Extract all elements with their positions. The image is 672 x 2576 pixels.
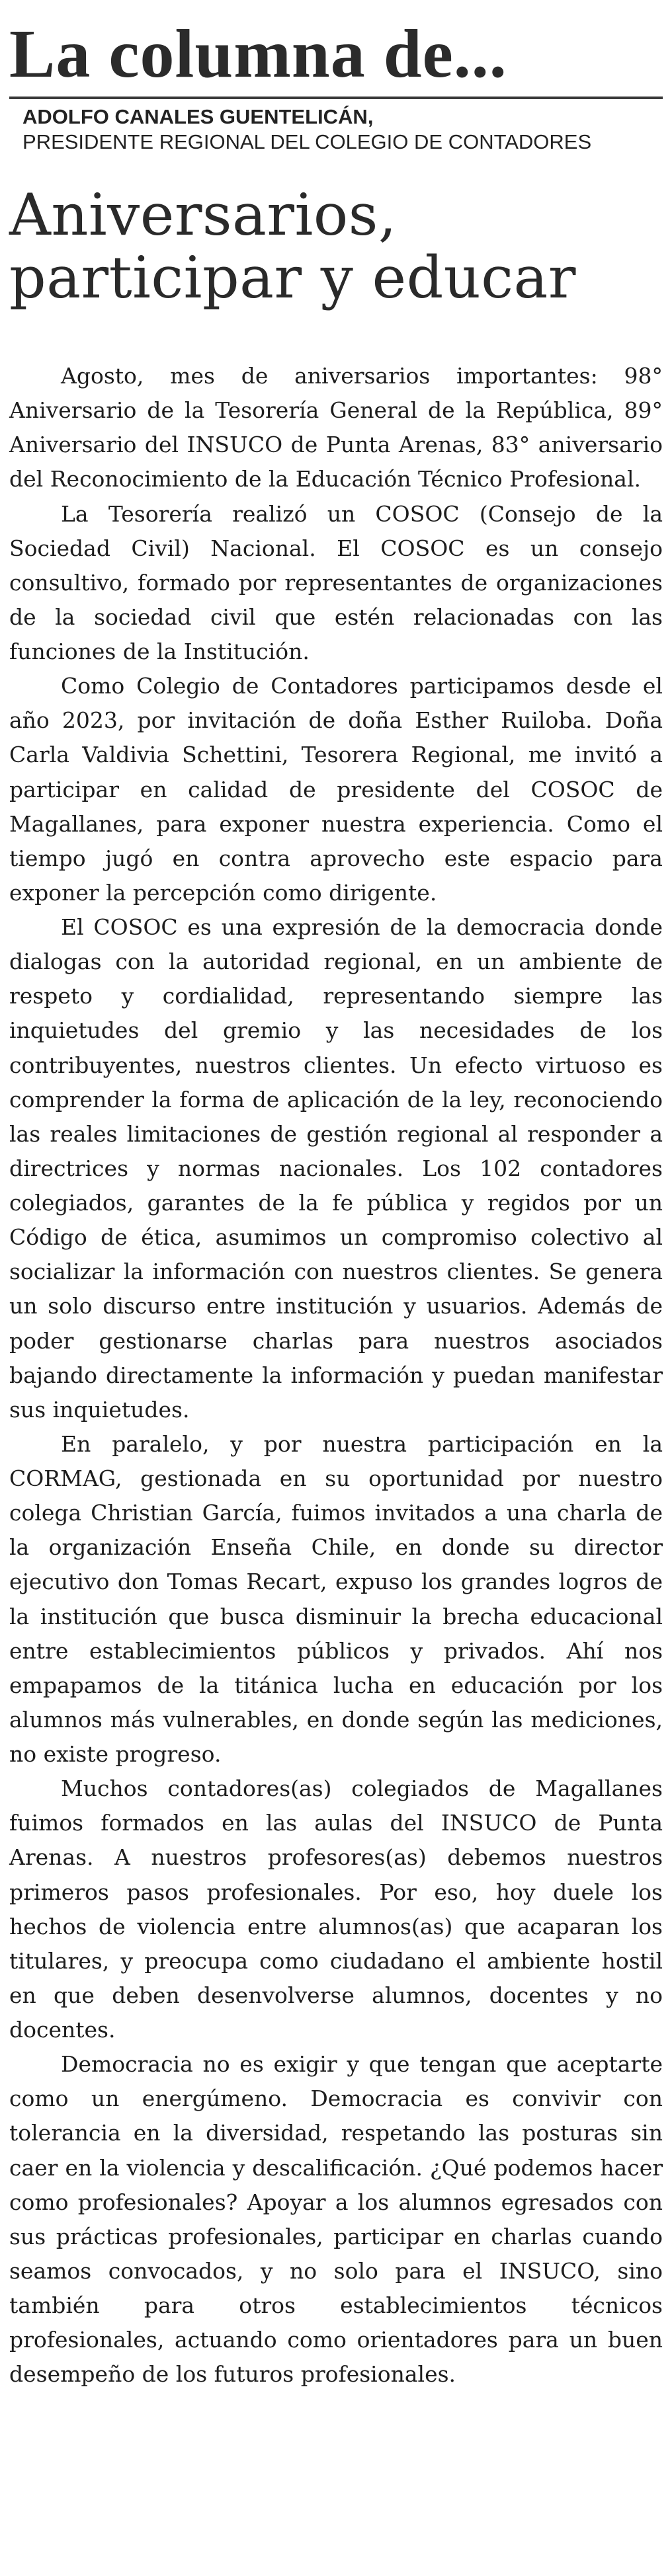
article-paragraph: Muchos contadores(as) colegiados de Magallanes fuimos formados en las aulas del INSUCO de Punta Arenas. A nuestros profesores(as) debemos nuestros primeros pasos profesionales. Por eso, hoy duele los hechos de violencia entre alumnos(as) que acaparan los titulares, y preocupa como ciudadano el ambiente hostil en que deben desenvolverse alumnos, docentes y no docentes.	[9, 1776, 663, 2043]
article-paragraph: Como Colegio de Contadores participamos desde el año 2023, por invitación de doña Esther Ruiloba. Doña Carla Valdivia Schettini, Tesorera Regional, me invitó a participar en calidad de presidente del COSOC de Magallanes, para exponer nuestra experiencia. Como el tiempo jugó en contra aprovecho este espacio para exponer la percepción como dirigente.	[9, 673, 663, 906]
author-role: PRESIDENTE REGIONAL DEL COLEGIO DE CONTADORES	[22, 130, 592, 153]
article-headline: Aniversarios, participar y educar	[9, 180, 576, 312]
article-paragraph: La Tesorería realizó un COSOC (Consejo de la Sociedad Civil) Nacional. El COSOC es un consejo consultivo, formado por representantes de organizaciones de la sociedad civil que estén relacionadas con las funciones de la Institución.	[9, 500, 663, 664]
author-name: ADOLFO CANALES GUENTELICÁN,	[22, 105, 374, 128]
byline	[9, 104, 663, 155]
article-paragraph: Democracia no es exigir y que tengan que aceptarte como un energúmeno. Democracia es convivir con tolerancia en la diversidad, respetando las posturas sin caer en la violencia y descalificación. ¿Qué podemos hacer como profesionales? Apoyar a los alumnos egresados con sus prácticas profesionales, participar en charlas cuando seamos convocados, y no solo para el INSUCO, sino también para otros establecimientos técnicos profesionales, actuando como orientadores para un buen desempeño de los futuros profesionales.	[9, 2051, 663, 2388]
article-paragraph: En paralelo, y por nuestra participación en la CORMAG, gestionada en su oportunidad por nuestro colega Christian García, fuimos invitados a una charla de la organización Enseña Chile, en donde su director ejecutivo don Tomas Recart, expuso los grandes logros de la institución que busca disminuir la brecha educacional entre establecimientos públicos y privados. Ahí nos empapamos de la titánica lucha en educación por los alumnos más vulnerables, en donde según las mediciones, no existe progreso.	[9, 1430, 663, 1767]
article-body	[9, 359, 663, 2392]
title-divider	[9, 97, 663, 99]
article-paragraph: El COSOC es una expresión de la democracia donde dialogas con la autoridad regional, en un ambiente de respeto y cordialidad, representando siempre las inquietudes del gremio y las necesidades de los contribuyentes, nuestros clientes. Un efecto virtuoso es comprender la forma de aplicación de la ley, reconociendo las reales limitaciones de gestión regional al responder a directrices y normas nacionales. Los 102 contadores colegiados, garantes de la fe pública y regidos por un Código de ética, asumimos un compromiso colectivo al socializar la información con nuestros clientes. Se genera un solo discurso entre institución y usuarios. Además de poder gestionarse charlas para nuestros asociados bajando directamente la información y puedan manifestar sus inquietudes.	[9, 914, 663, 1423]
article-paragraph: Agosto, mes de aniversarios importantes: 98° Aniversario de la Tesorería General de la República, 89° Aniversario del INSUCO de Punta Arenas, 83° aniversario del Reconocimiento de la Educación Técnico Profesional.	[9, 363, 663, 492]
column-title: La columna de...	[9, 16, 507, 92]
